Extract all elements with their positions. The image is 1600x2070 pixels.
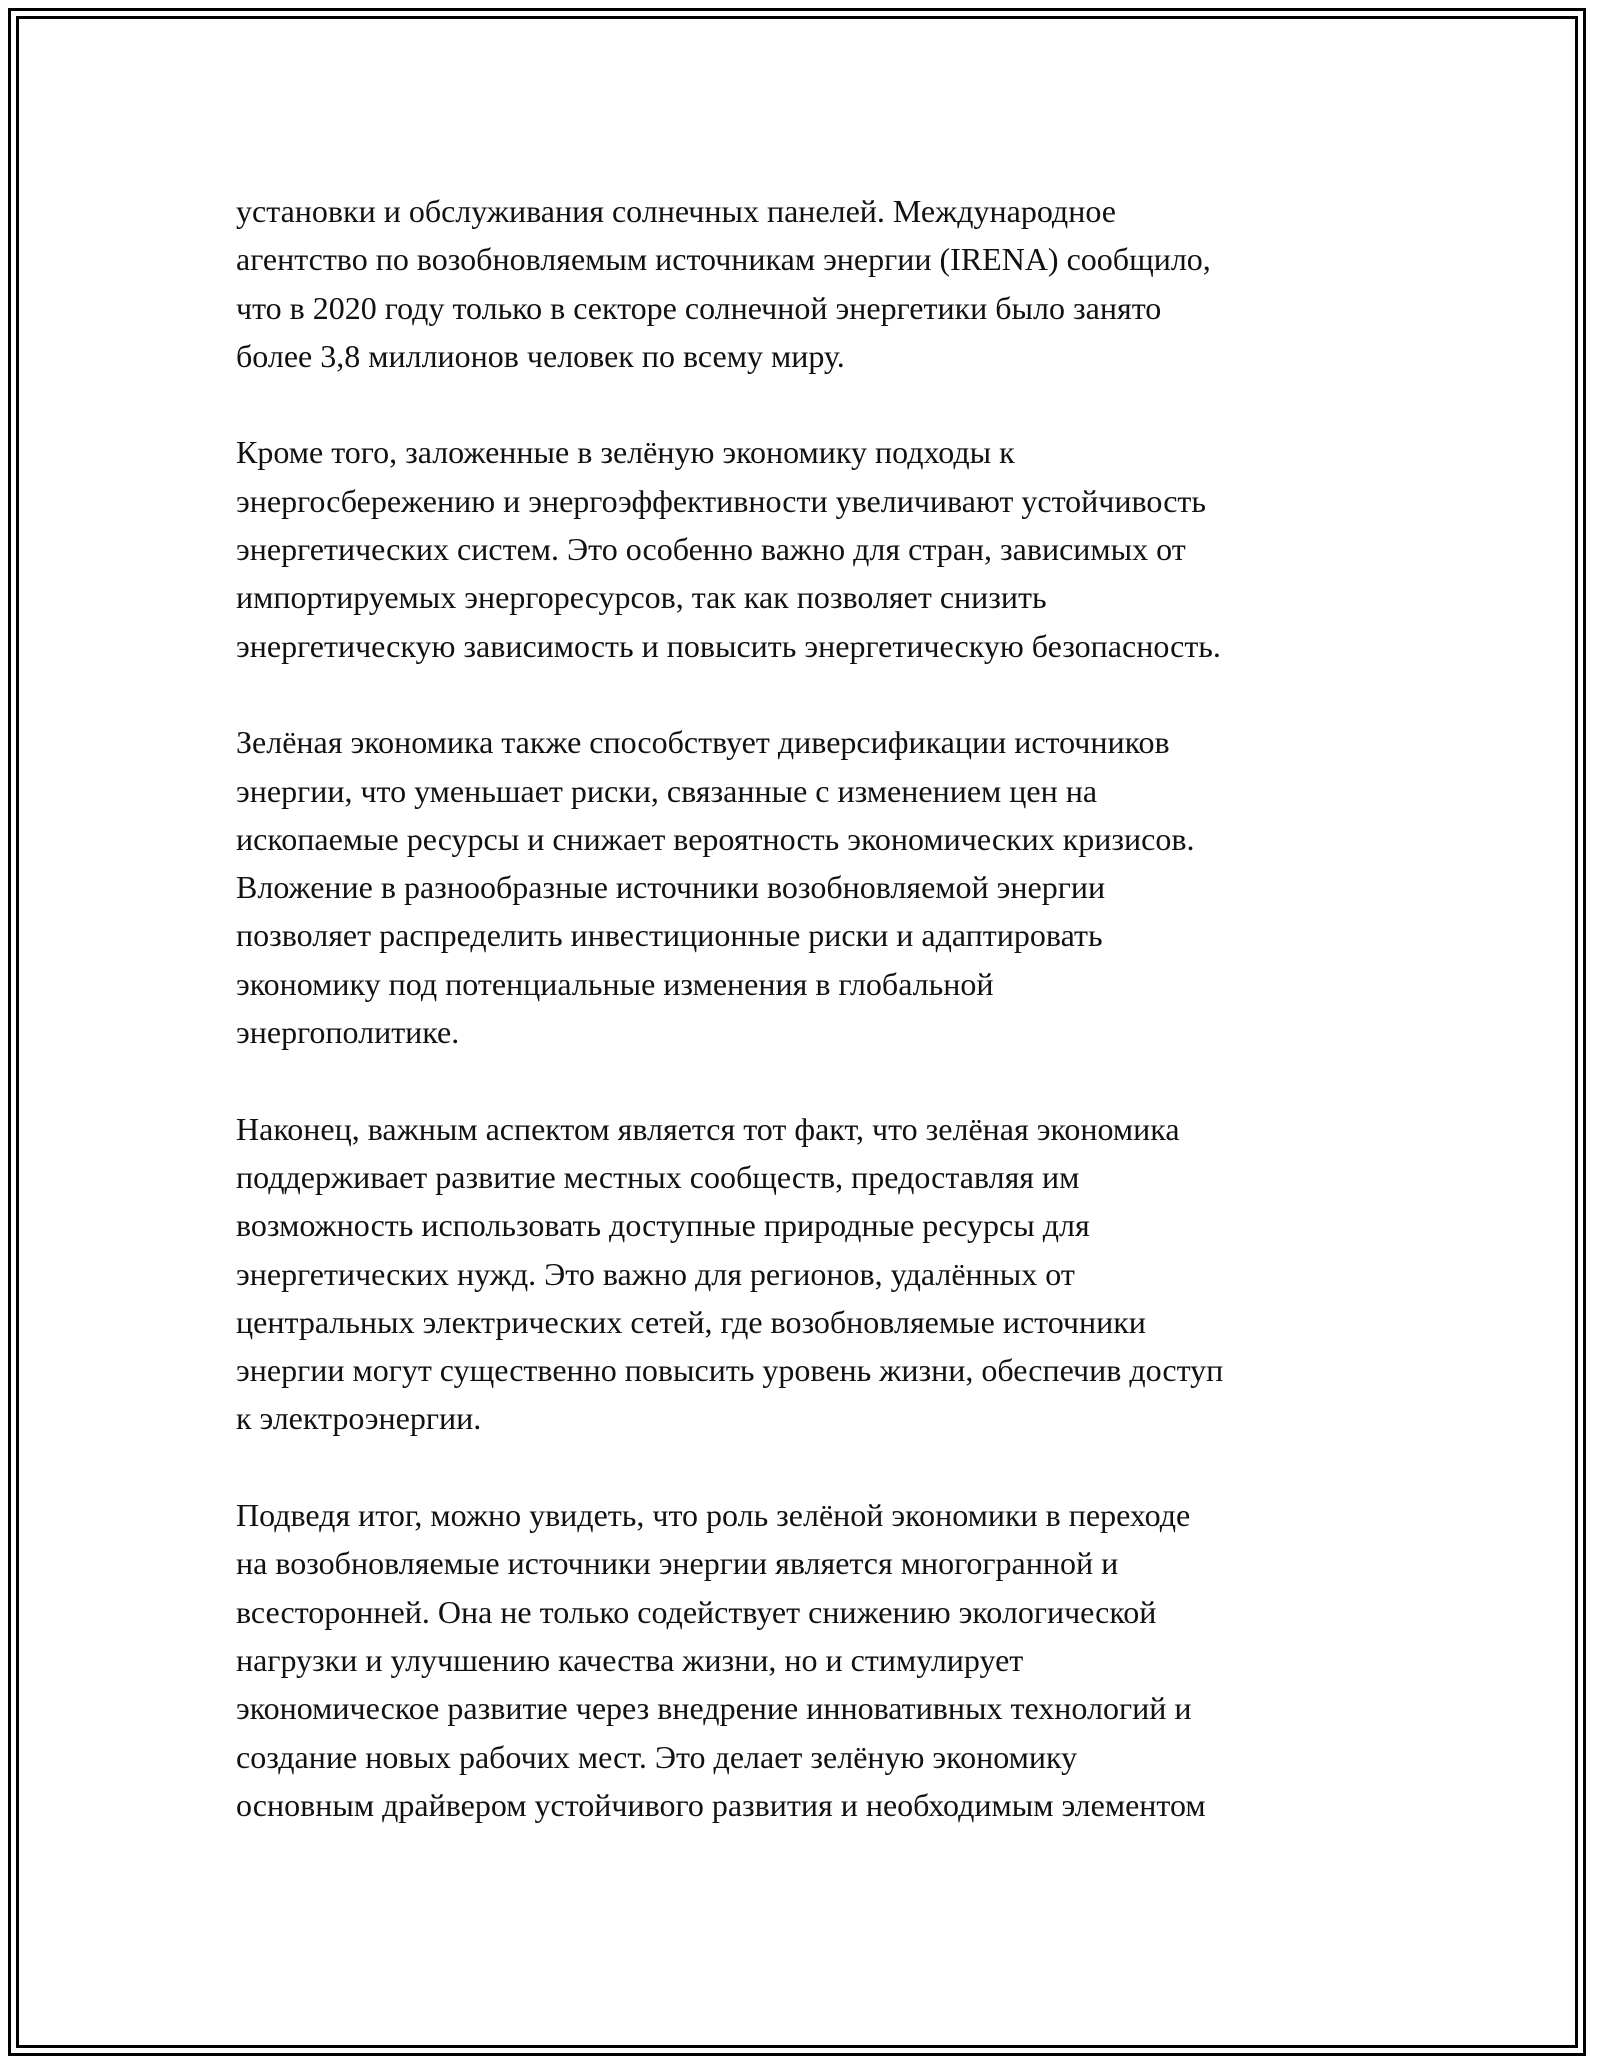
text-line: создание новых рабочих мест. Это делает зелёную экономику [236,1738,1078,1775]
text-line: экономику под потенциальные изменения в глобальной [236,965,994,1002]
text-line: возможность использовать доступные природные ресурсы для [236,1207,1090,1244]
text-line: экономическое развитие через внедрение инновативных технологий и [236,1690,1192,1727]
text-line: позволяет распределить инвестиционные риски и адаптировать [236,917,1103,954]
text-line: центральных электрических сетей, где возобновляемые источники [236,1303,1146,1340]
text-line: Вложение в разнообразные источники возобновляемой энергии [236,869,1106,906]
paragraph [236,1491,1396,1829]
text-line: импортируемых энергоресурсов, так как позволяет снизить [236,579,1047,616]
text-line: энергии, что уменьшает риски, связанные с изменением цен на [236,772,1098,809]
text-line: энергии могут существенно повысить уровень жизни, обеспечив доступ [236,1352,1224,1389]
text-line: на возобновляемые источники энергии является многогранной и [236,1545,1119,1582]
text-line: более 3,8 миллионов человек по всему миру. [236,337,845,374]
paragraph [236,187,1396,380]
paragraph [236,1105,1396,1443]
text-line: установки и обслуживания солнечных панелей. Международное [236,193,1116,229]
text-line: ископаемые ресурсы и снижает вероятность экономических кризисов. [236,820,1195,857]
text-line: основным драйвером устойчивого развития и необходимым элементом [236,1786,1206,1823]
text-line: нагрузки и улучшению качества жизни, но и стимулирует [236,1641,1024,1678]
text-line: энергетическую зависимость и повысить энергетическую безопасность. [236,627,1221,664]
text-line: агентство по возобновляемым источникам энергии (IRENA) сообщило, [236,241,1211,278]
text-line: Подведя итог, можно увидеть, что роль зелёной экономики в переходе [236,1497,1191,1534]
text-line: энергетических систем. Это особенно важно для стран, зависимых от [236,531,1186,568]
text-line: Наконец, важным аспектом является тот факт, что зелёная экономика [236,1110,1180,1147]
text-line: к электроэнергии. [236,1400,482,1437]
text-line: поддерживает развитие местных сообществ, предоставляя им [236,1158,1080,1195]
text-line: энергосбережению и энергоэффективности увеличивают устойчивость [236,482,1206,519]
text-line: Кроме того, заложенные в зелёную экономику подходы к [236,434,1015,471]
text-line: что в 2020 году только в секторе солнечной энергетики было занято [236,289,1162,326]
document-body [236,187,1396,1877]
paragraph [236,718,1396,1056]
text-line: энергетических нужд. Это важно для регионов, удалённых от [236,1255,1075,1292]
text-line: энергополитике. [236,1014,460,1051]
text-line: всесторонней. Она не только содействует снижению экологической [236,1593,1157,1630]
paragraph [236,428,1396,669]
text-line: Зелёная экономика также способствует диверсификации источников [236,724,1170,761]
